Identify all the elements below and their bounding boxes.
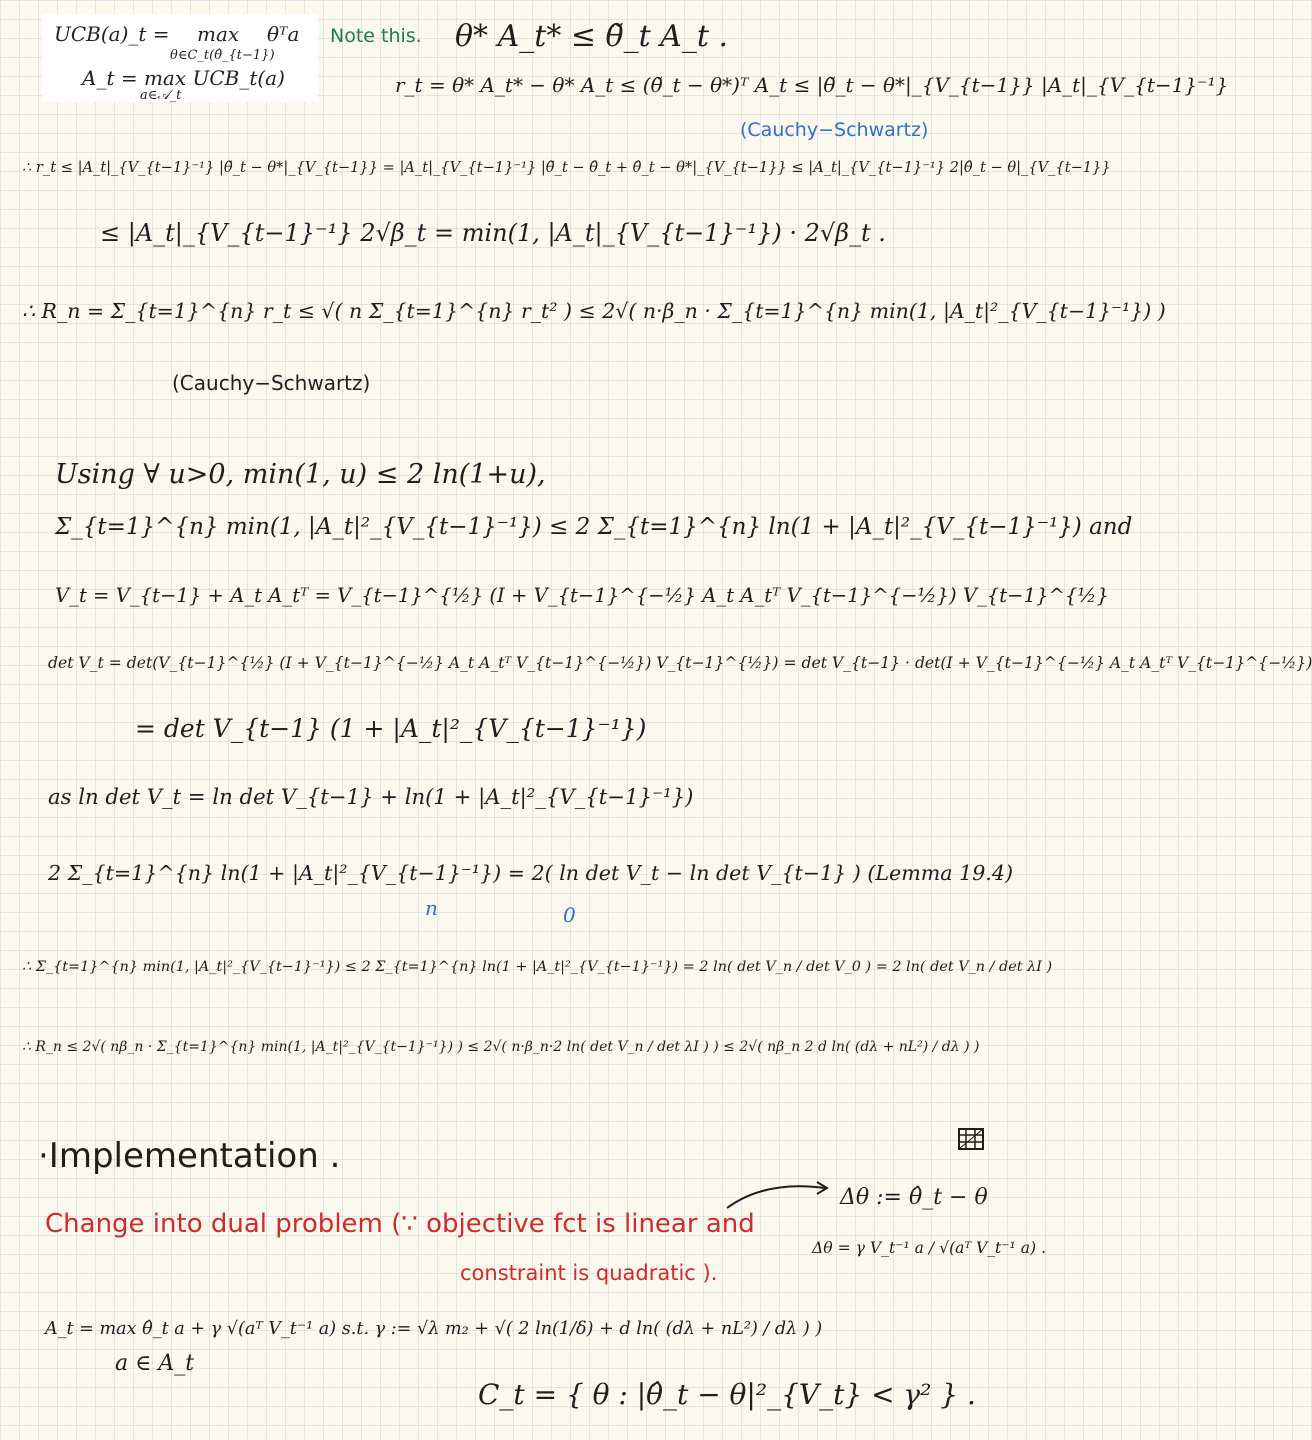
delta-theta-formula: Δθ = γ V_t⁻¹ a / √(aᵀ V_t⁻¹ a) . (812, 1239, 1047, 1257)
ucb-sub: θ∈C_t(θ̂_{t−1}) (170, 48, 275, 63)
implementation-heading: ·Implementation . (38, 1136, 341, 1176)
delta-theta-def: Δθ := θ̂_t − θ (840, 1185, 988, 1210)
definition-box (42, 14, 318, 102)
at-def-sub: a∈𝒜_t (140, 88, 182, 103)
constraint-note: constraint is quadratic ). (460, 1261, 718, 1285)
cauchy-schwartz-note-1: (Cauchy−Schwartz) (740, 119, 929, 141)
action-set-sub: a ∈ A_t (115, 1351, 195, 1376)
therefore-sum-bound: ∴ Σ_{t=1}^{n} min(1, |A_t|²_{V_{t−1}⁻¹}) ≤ 2 Σ_{t=1}^{n} ln(1 + |A_t|²_{V_{t−1}⁻¹}) = 2 ln( det V_n / det V_0 ) = 2 ln( det V_n / det λI ) (22, 959, 1053, 975)
det-vt: det V_t = det(V_{t−1}^{½} (I + V_{t−1}^{−½} A_t A_tᵀ V_{t−1}^{−½}) V_{t−1}^{½}) = det V_{t−1} · det(I + V_{t−1}^{−½} A_t A_tᵀ V_{t−1}^{−½}) (48, 654, 1312, 672)
grid-icon (958, 1128, 984, 1150)
ucb-lhs: UCB(a)_t = (54, 22, 170, 46)
dual-problem-note: Change into dual problem (∵ objective fct is linear and (45, 1209, 755, 1239)
arrow-icon (725, 1178, 835, 1212)
ucb-rhs: θᵀa (267, 22, 300, 46)
regret-definition: r_t = θ* A_t* − θ* A_t ≤ (θ̃_t − θ*)ᵀ A_t ≤ |θ̃_t − θ*|_{V_{t−1}} |A_t|_{V_{t−1}⁻¹} (395, 73, 1229, 97)
note-label: Note this. (330, 25, 422, 47)
using-inequality: Using ∀ u>0, min(1, u) ≤ 2 ln(1+u), (55, 459, 546, 490)
final-regret-bound: ∴ R_n ≤ 2√( nβ_n · Σ_{t=1}^{n} min(1, |A_t|²_{V_{t−1}⁻¹}) ) ≤ 2√( n·β_n·2 ln( det V_n / det λI ) ) ≤ 2√( nβ_n 2 d ln( (dλ + nL²) / dλ ) ) (22, 1039, 980, 1055)
vt-decomposition: V_t = V_{t−1} + A_t A_tᵀ = V_{t−1}^{½} (I + V_{t−1}^{−½} A_t A_tᵀ V_{t−1}^{−½}) V_{t−1}^{½} (55, 584, 1109, 607)
blue-annotation-n: n (425, 896, 438, 920)
blue-annotation-0: 0 (563, 903, 576, 927)
beta-bound: ≤ |A_t|_{V_{t−1}⁻¹} 2√β_t = min(1, |A_t|_{V_{t−1}⁻¹}) · 2√β_t . (100, 219, 886, 247)
confidence-set: C_t = { θ : |θ̂_t − θ|²_{V_t} < γ² } . (478, 1378, 976, 1411)
sum-min-bound: Σ_{t=1}^{n} min(1, |A_t|²_{V_{t−1}⁻¹}) ≤ 2 Σ_{t=1}^{n} ln(1 + |A_t|²_{V_{t−1}⁻¹}) and (55, 514, 1133, 540)
log-det-recursion: as ln det V_t = ln det V_{t−1} + ln(1 + |A_t|²_{V_{t−1}⁻¹}) (48, 784, 694, 809)
therefore-regret-bound: ∴ r_t ≤ |A_t|_{V_{t−1}⁻¹} |θ̃_t − θ*|_{V_{t−1}} = |A_t|_{V_{t−1}⁻¹} |θ̃_t − θ̂_t + θ̂_t − θ*|_{V_{t−1}} ≤ |A_t|_{V_{t−1}⁻¹} 2|θ̂_t − θ|_{V_{t−1}} (22, 159, 1111, 176)
telescoping-sum: 2 Σ_{t=1}^{n} ln(1 + |A_t|²_{V_{t−1}⁻¹}) = 2( ln det V_t − ln det V_{t−1} ) (Lemma 19.4) (48, 861, 1013, 885)
note-text: θ* A_t* ≤ θ̃_t A_t . (455, 19, 728, 54)
det-equality: = det V_{t−1} (1 + |A_t|²_{V_{t−1}⁻¹}) (135, 714, 647, 743)
cauchy-schwartz-note-2: (Cauchy−Schwartz) (172, 371, 371, 395)
cumulative-regret: ∴ R_n = Σ_{t=1}^{n} r_t ≤ √( n Σ_{t=1}^{n} r_t² ) ≤ 2√( n·β_n · Σ_{t=1}^{n} min(1, |A_t|²_{V_{t−1}⁻¹}) ) (22, 299, 1166, 323)
at-def: A_t = max UCB_t(a) (82, 66, 285, 90)
action-optimization: A_t = max θ̂_t a + γ √(aᵀ V_t⁻¹ a) s.t. γ := √λ m₂ + √( 2 ln(1/δ) + d ln( (dλ + nL²) / dλ ) ) (45, 1319, 823, 1339)
ucb-max: max (197, 22, 240, 46)
